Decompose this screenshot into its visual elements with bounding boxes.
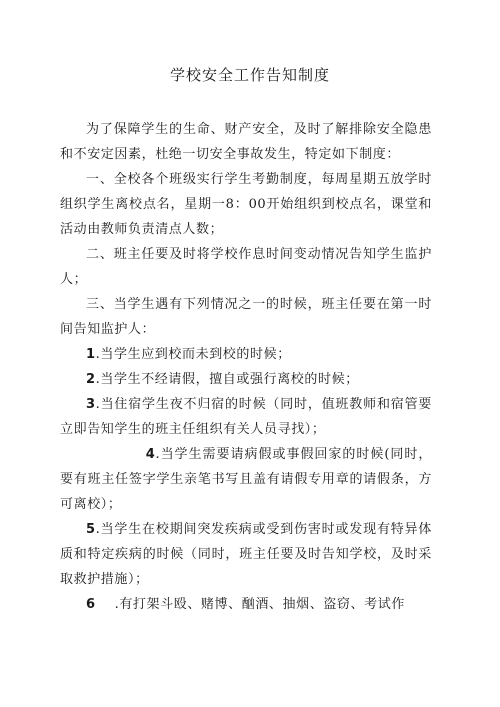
list-item-4	[60, 442, 432, 517]
list-item-6	[60, 592, 432, 617]
list-item-number: 3	[86, 397, 96, 412]
list-item-text: .当学生不经请假，擅自或强行离校的时候；	[95, 372, 359, 387]
rule-1-paragraph: 一、全校各个班级实行学生考勤制度，每周星期五放学时组织学生离校点名，星期一8：00开始组织到校点名，课堂和活动由教师负责清点人数；	[60, 172, 432, 237]
document-title: 学校安全工作告知制度	[169, 66, 330, 84]
list-item-number: 4	[145, 447, 156, 462]
list-item-text: .当住宿学生夜不归宿的时候（同时，值班教师和宿管要立即告知学生的班主任组织有关人员寻找）；	[60, 397, 432, 437]
list-item-2	[60, 367, 432, 392]
list-item-number: 1	[86, 347, 96, 362]
rule-2-paragraph: 二、班主任要及时将学校作息时间变动情况告知学生监护人；	[60, 247, 432, 287]
list-item-number: 6	[86, 597, 96, 612]
intro-paragraph: 为了保障学生的生命、财产安全，及时了解排除安全隐患和不安定因素，杜绝一切安全事故发生，特定如下制度：	[60, 122, 432, 162]
list-item-text: .当学生应到校而未到校的时候；	[95, 347, 291, 362]
rule-3-paragraph: 三、当学生遇有下列情况之一的时候，班主任要在第一时间告知监护人：	[60, 297, 432, 337]
list-item-1	[60, 342, 432, 367]
list-item-number: 2	[86, 372, 96, 387]
list-item-text: .当学生需要请病假或事假回家的时候(同时，要有班主任签字学生亲笔书写且盖有请假专用章的请假条，方可离校）；	[60, 447, 432, 512]
list-item-number: 5	[86, 522, 96, 537]
list-item-5	[60, 517, 432, 592]
list-item-text: .有打架斗殴、赌博、酗酒、抽烟、盗窃、考试作	[95, 597, 405, 612]
list-item-3	[60, 392, 432, 442]
list-item-text: .当学生在校期间突发疾病或受到伤害时或发现有特异体质和特定疾病的时候（同时，班主任要及时告知学校，及时采取救护措施）；	[60, 522, 432, 587]
